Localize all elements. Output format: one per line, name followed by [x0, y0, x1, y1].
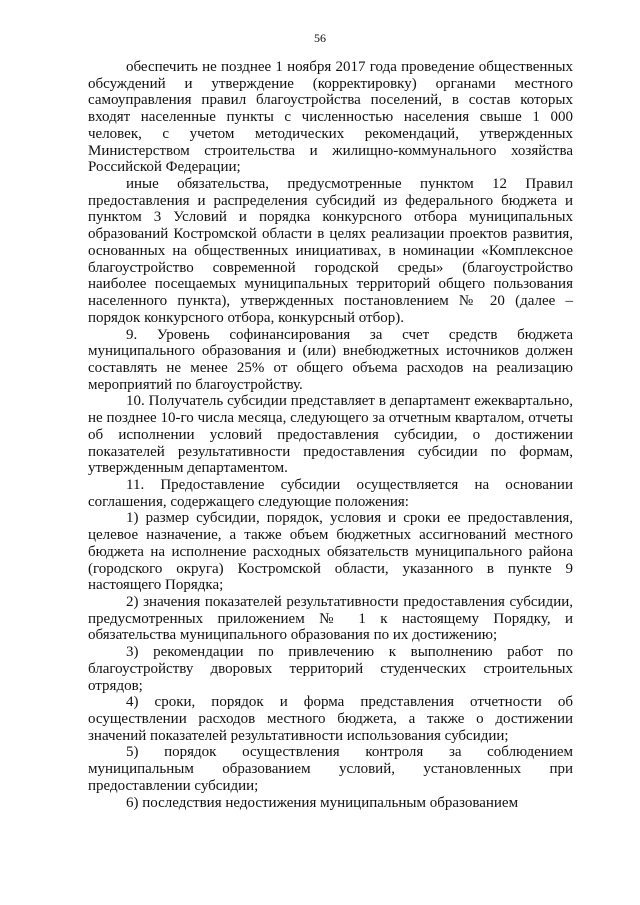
list-item-1: 1) размер субсидии, порядок, условия и сроки ее предоставления, целевое назначение, а также объем бюджетных ассигнований местного бюджета на исполнение расходных обязательств муниципального района (городского округа) Костромской области, указанного в пункте 9 настоящего Порядка;: [88, 510, 573, 594]
list-item-3: 3) рекомендации по привлечению к выполнению работ по благоустройству дворовых территорий студенческих строительных отрядов;: [88, 644, 573, 694]
list-item-5: 5) порядок осуществления контроля за соблюдением муниципальным образованием условий, установленных при предоставлении субсидии;: [88, 744, 573, 794]
paragraph-item-11: 11. Предоставление субсидии осуществляется на основании соглашения, содержащего следующие положения:: [88, 476, 573, 510]
list-item-2: 2) значения показателей результативности предоставления субсидии, предусмотренных приложением № 1 к настоящему Порядку, и обязательства муниципального образования по их достижению;: [88, 594, 573, 644]
paragraph-item-10: 10. Получатель субсидии представляет в департамент ежеквартально, не позднее 10-го числа месяца, следующего за отчетным кварталом, отчеты об исполнении условий предоставления субсидии, о достижении показателей результативности предоставления субсидии по формам, утвержденным департаментом.: [88, 393, 573, 477]
paragraph-other-obligations: иные обязательства, предусмотренные пунктом 12 Правил предоставления и распределения субсидий из федерального бюджета и пунктом 3 Условий и порядка конкурсного отбора муниципальных образований Костромской области в целях реализации проектов развития, основанных на общественных инициативах, в номинации «Комплексное благоустройство современной городской среды» (благоустройство наиболее посещаемых муниципальных территорий общего пользования населенного пункта), утвержденных постановлением № 20 (далее – порядок конкурсного отбора, конкурсный отбор).: [88, 176, 573, 326]
paragraph-public-discussions: обеспечить не позднее 1 ноября 2017 года проведение общественных обсуждений и утверждение (корректировку) органами местного самоуправления правил благоустройства поселений, в состав которых входят населенные пункты с численностью населения свыше 1 000 человек, с учетом методических рекомендаций, утвержденных Министерством строительства и жилищно-коммунального хозяйства Российской Федерации;: [88, 59, 573, 176]
document-body: [88, 59, 573, 811]
list-item-6: 6) последствия недостижения муниципальным образованием: [126, 794, 519, 811]
paragraph-item-9: 9. Уровень софинансирования за счет средств бюджета муниципального образования и (или) внебюджетных источников должен составлять не менее 25% от общего объема расходов на реализацию мероприятий по благоустройству.: [88, 326, 573, 393]
list-item-4: 4) сроки, порядок и форма представления отчетности об осуществлении расходов местного бюджета, а также о достижении значений показателей результативности использования субсидии;: [88, 694, 573, 744]
page-number: 56: [314, 31, 326, 45]
